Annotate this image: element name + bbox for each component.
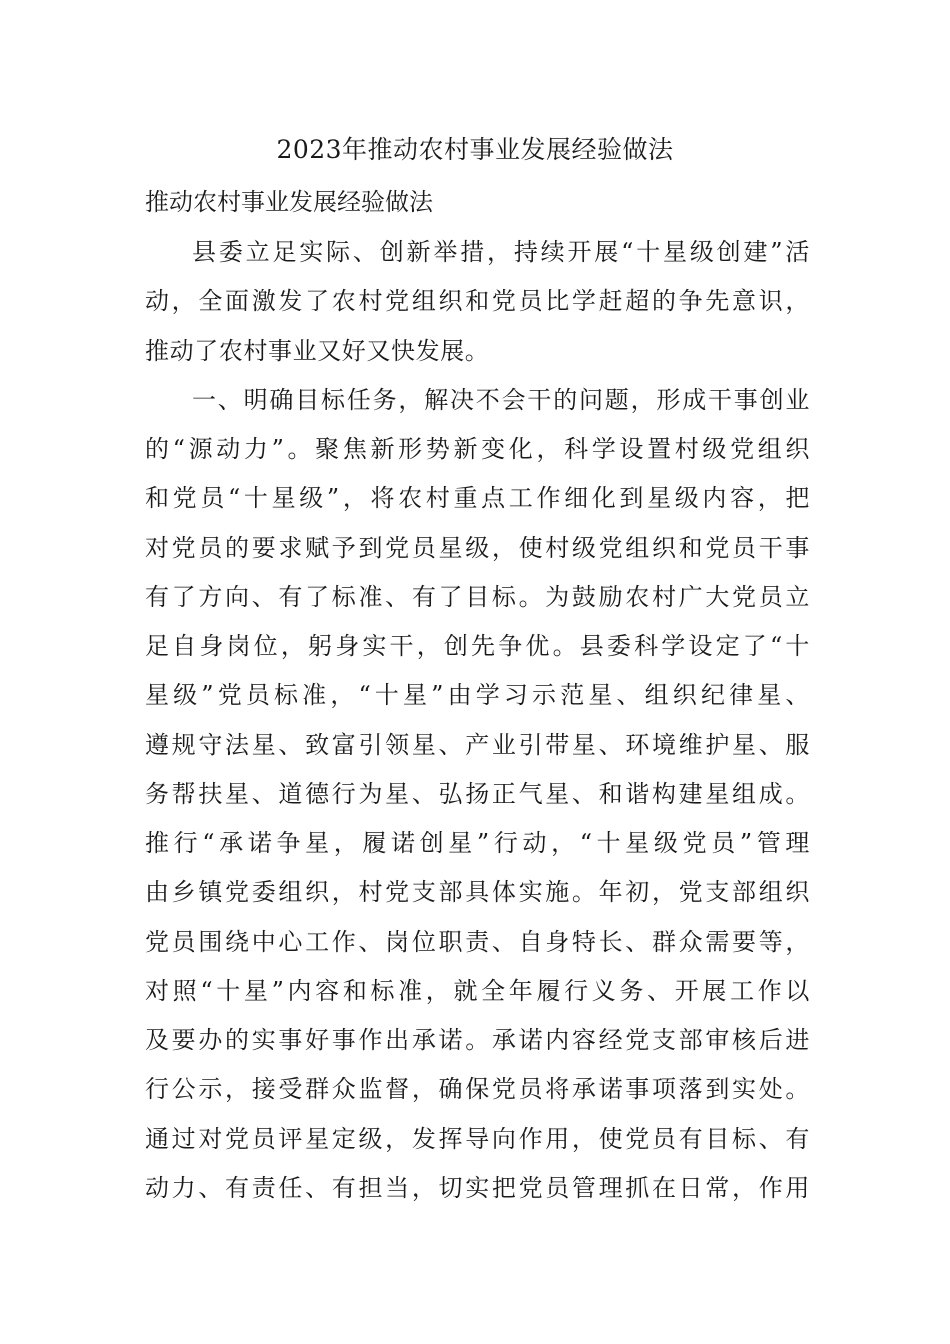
body-line: 党员围绕中心工作、岗位职责、自身特长、群众需要等， bbox=[145, 927, 810, 956]
body-line: 行公示，接受群众监督，确保党员将承诺事项落到实处。 bbox=[145, 1075, 810, 1104]
body-line: 县委立足实际、创新举措，持续开展“十星级创建”活 bbox=[192, 238, 810, 266]
body-line: 足自身岗位，躬身实干，创先争优。县委科学设定了“十 bbox=[145, 632, 810, 660]
body-line: 动力、有责任、有担当，切实把党员管理抓在日常，作用 bbox=[145, 1173, 810, 1202]
body-line: 遵规守法星、致富引领星、产业引带星、环境维护星、服 bbox=[145, 730, 810, 759]
body-line: 务帮扶星、道德行为星、弘扬正气星、和谐构建星组成。 bbox=[145, 779, 810, 808]
document-title: 2023年推动农村事业发展经验做法 bbox=[276, 135, 674, 164]
body-line: 由乡镇党委组织，村党支部具体实施。年初，党支部组织 bbox=[145, 878, 810, 907]
document-subtitle: 推动农村事业发展经验做法 bbox=[145, 188, 433, 216]
body-line: 的“源动力”。聚焦新形势新变化，科学设置村级党组织 bbox=[145, 435, 810, 463]
body-line: 通过对党员评星定级，发挥导向作用，使党员有目标、有 bbox=[145, 1124, 810, 1153]
body-line: 动，全面激发了农村党组织和党员比学赶超的争先意识， bbox=[145, 287, 810, 316]
body-line: 和党员“十星级”，将农村重点工作细化到星级内容，把 bbox=[145, 484, 810, 513]
body-line: 一、明确目标任务，解决不会干的问题，形成干事创业 bbox=[192, 385, 810, 414]
body-line: 对照“十星”内容和标准，就全年履行义务、开展工作以 bbox=[145, 976, 810, 1005]
body-line: 推行“承诺争星，履诺创星”行动，“十星级党员”管理 bbox=[145, 829, 810, 857]
document-body bbox=[145, 228, 810, 1213]
body-line: 及要办的实事好事作出承诺。承诺内容经党支部审核后进 bbox=[145, 1026, 810, 1054]
body-line: 推动了农村事业又好又快发展。 bbox=[145, 336, 490, 365]
body-line: 星级”党员标准，“十星”由学习示范星、组织纪律星、 bbox=[145, 681, 810, 710]
body-line: 对党员的要求赋予到党员星级，使村级党组织和党员干事 bbox=[145, 533, 810, 562]
body-line: 有了方向、有了标准、有了目标。为鼓励农村广大党员立 bbox=[145, 582, 810, 611]
